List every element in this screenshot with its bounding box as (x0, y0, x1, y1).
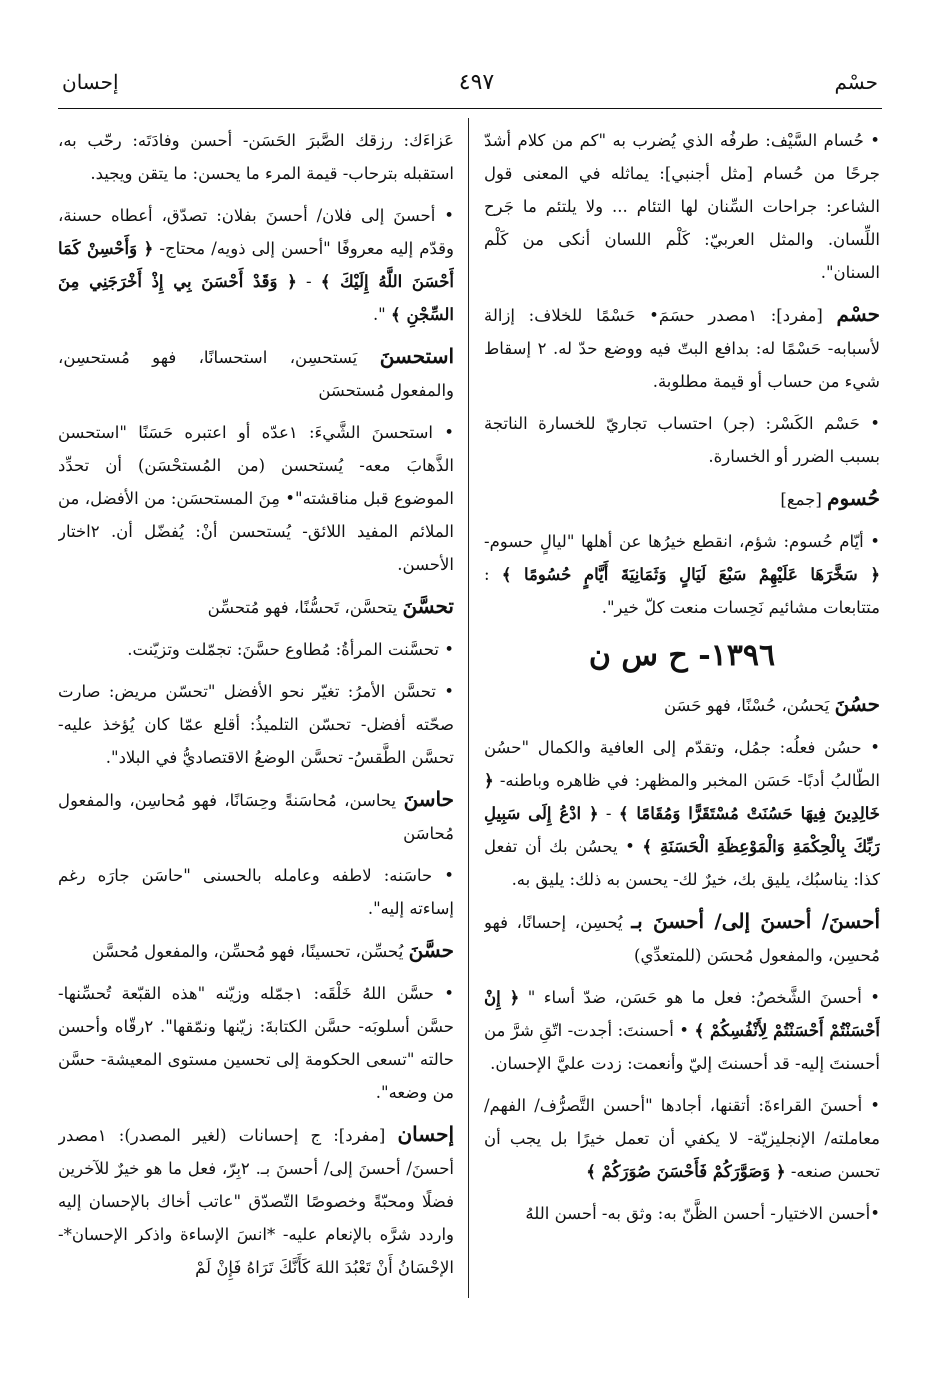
entry-headword: حاسنَ (403, 787, 454, 811)
dictionary-entry (58, 124, 454, 190)
quran-quote: ﴿ وَأَحْسِنْ كَمَا أَحْسَنَ اللَّهُ إِلَيْكَ ﴾ (58, 239, 454, 291)
entry-text: يُحسِن، إحسانًا، فهو مُحسِن، والمفعول مُحسَن (للمتعدِّي) (484, 913, 880, 965)
entry-text: •أحسن الاختيار- أحسن الظَّنّ به: وثق به- أحسن اللهُ (525, 1204, 880, 1223)
root-heading: ١٣٩٦- ح س ن (588, 638, 776, 673)
entry-text: • حسَّن اللهُ خَلْقَه: ١جمّله وزيّنه "هذه القبّعة تُحسِّنها- حسَّن أسلوبَه- حسَّن الكتابةَ: زيّنها ونمّقها". ٢رقّاه وأحسن حالته "تسعى الحكومة إلى تحسين مستوى المعيشة- حسَّن من وضعه". (58, 984, 454, 1102)
entry-text: يحاسن، مُحاسَنةً وحِسَانًا، فهو مُحاسِن، والمفعول مُحاسَن (58, 791, 454, 843)
entry-text: يَحسُن، حُسْنًا، فهو حَسَن (663, 696, 830, 715)
entry-text: • حسُن فعلُه: جمُل، وتقدّم إلى العافية والكمال "حسُن الطّالبُ أدبًا- حَسَن المخبر والمظهر: في ظاهره وباطنه- (484, 738, 880, 790)
entry-headword: حسُنَ (834, 692, 880, 716)
entry-text: يتحسَّن، تَحسُّنًا، فهو مُتحسِّن (207, 598, 398, 617)
entry-text: • أيّام حُسوم: شؤم، انقطع خيرُها عن أهلها "ليالٍ حسوم- (484, 532, 880, 551)
entry-text: • استحسنَ الشَّيءَ: ١عدّه أو اعتبره حَسَنًا "استحسن الذَّهابَ معه- يُستحسن (من المُستحْسَن) أن تحدِّد الموضوع قبل مناقشته"• مِنَ المستحسَن: من الأفضل، من الملائم المفيد اللائق- يُستحسن أنْ: يُفضّل أن. ٢اختار الأحسن. (58, 423, 454, 574)
header-guide-word-right: حسْم (834, 70, 878, 94)
header-guide-word-left: إحسان (62, 70, 119, 94)
dictionary-entry (484, 905, 880, 972)
dictionary-entry (58, 1118, 454, 1284)
quran-quote: ﴿ ادْعُ إِلَى سَبِيلِ رَبِّكَ بِالْحِكْمَةِ وَالْمَوْعِظَةِ الْحَسَنَةِ ﴾ (484, 804, 880, 856)
entry-text: عَزاءَك: رزقك الصَّبرَ الحَسَن- أحسن وفادَتَه: رحّب به، استقبله بترحاب- قيمة المرء ما يحسن: ما يتقن ويجيد. (58, 131, 454, 183)
quran-quote: ﴿ سَخَّرَهَا عَلَيْهِمْ سَبْعَ لَيَالٍ وَثَمَانِيَةَ أَيَّامٍ حُسُومًا ﴾ (501, 565, 880, 584)
entry-headword: أحسنَ/ أحسنَ إلى/ أحسنَ بـ (631, 909, 880, 933)
right-column (484, 124, 880, 1294)
quran-quote: ﴿ وَصَوَّرَكُمْ فَأَحْسَنَ صُوَرَكُمْ ﴾ (586, 1162, 786, 1181)
entry-text: • أحسنَ الشَّخصُ: فعل ما هو حَسَن، ضدّ أساء " (527, 988, 880, 1007)
entry-text: • أحسنَ القراءةَ: أتقنها، أجادها "أحسن التَّصرُّف/ الفهم/ معاملته/ الإنجليزيّة- لا يكفي أن تعمل خيرًا بل يجب أن تحسن صنعه- (484, 1096, 880, 1181)
entry-tag: [جمع] (780, 490, 822, 509)
entry-text: : متتابعات مشائيم نَحِسات منعت كلّ خير". (484, 565, 880, 617)
dictionary-entry (58, 416, 454, 581)
dictionary-entry (484, 124, 880, 289)
dictionary-entry (58, 340, 454, 407)
quran-quote: ﴿ خَالِدِينَ فِيهَا حَسُنَتْ مُسْتَقَرًّا وَمُقَامًا ﴾ (484, 771, 880, 823)
entry-text: • حاسَنه: لاطفه وعامله بالحسنى "حاسَن جارَه رغم إساءته إليه". (58, 866, 454, 918)
entry-text: • أحسنتَ: أجدت- اتّقِ شرَّ من أحسنتَ إليه- قد أحسنتَ إليّ وأنعمت: زدت عليَّ الإحسان. (484, 1021, 880, 1073)
dictionary-entry (484, 688, 880, 722)
dictionary-entry (58, 934, 454, 968)
entry-text: يَستحسِن، استحسانًا، فهو مُستحسِن، والمفعول مُستحسَن (58, 348, 454, 400)
dictionary-entry (484, 407, 880, 473)
left-column (58, 124, 454, 1294)
entry-headword: حُسوم (827, 486, 880, 510)
entry-text: • حَسْم الكَسْر: (جر) احتساب تجاريّ للخسارة الناتجة بسبب الضرر أو الخسارة. (484, 414, 880, 466)
entry-headword: إحسان (397, 1122, 454, 1146)
dictionary-entry (484, 1089, 880, 1188)
entry-headword: تحسَّنَ (402, 594, 454, 618)
dictionary-entry (484, 525, 880, 624)
dictionary-entry (484, 1197, 880, 1230)
entry-text: [مفرد]: ١مصدر حسَمَ• حَسْمًا للخلاف: إزالة لأسبابه- حَسْمًا له: بدافع البتّ فيه ووضع حدّ له. ٢ إسقاط شيء من حساب أو قيمة مطلوبة. (484, 306, 880, 391)
dictionary-entry (58, 633, 454, 666)
dictionary-entry (58, 590, 454, 624)
dictionary-entry (484, 298, 880, 398)
quran-quote: ﴿ وَقَدْ أَحْسَنَ بِي إِذْ أَخْرَجَنِي مِنَ السِّجْنِ ﴾ (58, 272, 454, 324)
header-divider (58, 108, 882, 109)
dictionary-entry (484, 482, 880, 516)
dictionary-entry: • حسُن فعلُه: جمُل، وتقدّم إلى العافية والكمال "حسُن الطّالبُ أدبًا- حَسَن المخبر والمظهر: في ظاهره وباطنه- ﴿ خَالِدِينَ فِيهَا حَسُنَتْ مُسْتَقَرًّا وَمُقَامًا ﴾ - ﴿ ادْعُ إِلَى سَبِيلِ رَبِّكَ بِالْحِكْمَةِ وَالْمَوْعِظَةِ الْحَسَنَةِ ﴾ • يحسُن بك أن تفعل كذا: يناسبُك، يليق بك، خيرٌ لك- يحسن به ذلك: يليق به. (484, 738, 880, 889)
entry-text: • حُسام السَّيْف: طرفُه الذي يُضرب به "كم من كلام أشدّ جرحًا من حُسام [مثل أجنبي]: يماثله في المعنى قول الشاعر: جراحات السِّنان لها التئام ... ولا يلتئم ما جَرح اللِّسان. والمثل العربيّ: كَلْم اللسان أنكى من كَلْم السنان". (484, 131, 880, 282)
entry-text: • تحسَّنت المرأةُ: مُطاوع حسَّنَ: تجمّلت وتزيّنت. (127, 640, 454, 659)
entry-text: • أحسنَ إلى فلان/ أحسنَ بفلان: تصدّق، أعطاه حسنة، وقدّم إليه معروفًا "أحسن إلى ذويه/ محتاج- (58, 206, 454, 258)
dictionary-entry (58, 977, 454, 1109)
entry-headword: استحسنَ (379, 344, 454, 368)
dictionary-entry: • أحسنَ إلى فلان/ أحسنَ بفلان: تصدّق، أعطاه حسنة، وقدّم إليه معروفًا "أحسن إلى ذويه/ محتاج- ﴿ وَأَحْسِنْ كَمَا أَحْسَنَ اللَّهُ إِلَيْكَ ﴾ - ﴿ وَقَدْ أَحْسَنَ بِي إِذْ أَخْرَجَنِي مِنَ السِّجْنِ ﴾ ". (58, 206, 454, 324)
entry-text: [مفرد]: ج إحسانات (لغير المصدر): ١مصدر أحسنَ/ أحسنَ إلى/ أحسنَ بـ. ٢بِرّ، فعل ما هو خيرٌ للآخرين فضلًا ومحبّةً وخصوصًا التّصدّق "عاتب أخاك بالإحسان إليه واردد شرَّه بالإنعام عليه- *انسَ الإساءة واذكر الإحسان*- الإحْسَانُ أَنْ تَعْبُدَ اللهَ كَأَنَّكَ تَرَاهُ فَإِنْ لَمْ (58, 1126, 454, 1277)
page-number: ٤٩٧ (458, 69, 495, 95)
entry-text: يُحسِّن، تحسينًا، فهو مُحسِّن، والمفعول مُحسَّن (92, 942, 404, 961)
column-divider (468, 118, 469, 1298)
dictionary-entry (484, 981, 880, 1080)
entry-text: • تحسَّن الأمرُ: تغيّر نحو الأفضل "تحسّن مريض: صارت صحّته أفضل- تحسّن التلميذُ: أقلع عمّا كان يُؤخذ عليه- تحسَّن الطَّقسُ- تحسَّن الوضعُ الاقتصاديُّ في البلاد". (58, 682, 454, 767)
entry-text: • يحسُن بك أن تفعل كذا: يناسبُك، يليق بك، خيرٌ لك- يحسن به ذلك: يليق به. (484, 837, 880, 889)
dictionary-entry (58, 675, 454, 774)
entry-headword: حسَّنَ (408, 938, 454, 962)
dictionary-entry (58, 859, 454, 925)
page-header (62, 62, 878, 102)
dictionary-entry (58, 783, 454, 850)
quran-quote: ﴿ إِنْ أَحْسَنْتُمْ أَحْسَنْتُمْ لِأَنْفُسِكُمْ ﴾ (484, 988, 880, 1040)
entry-headword: حسْم (836, 302, 880, 326)
